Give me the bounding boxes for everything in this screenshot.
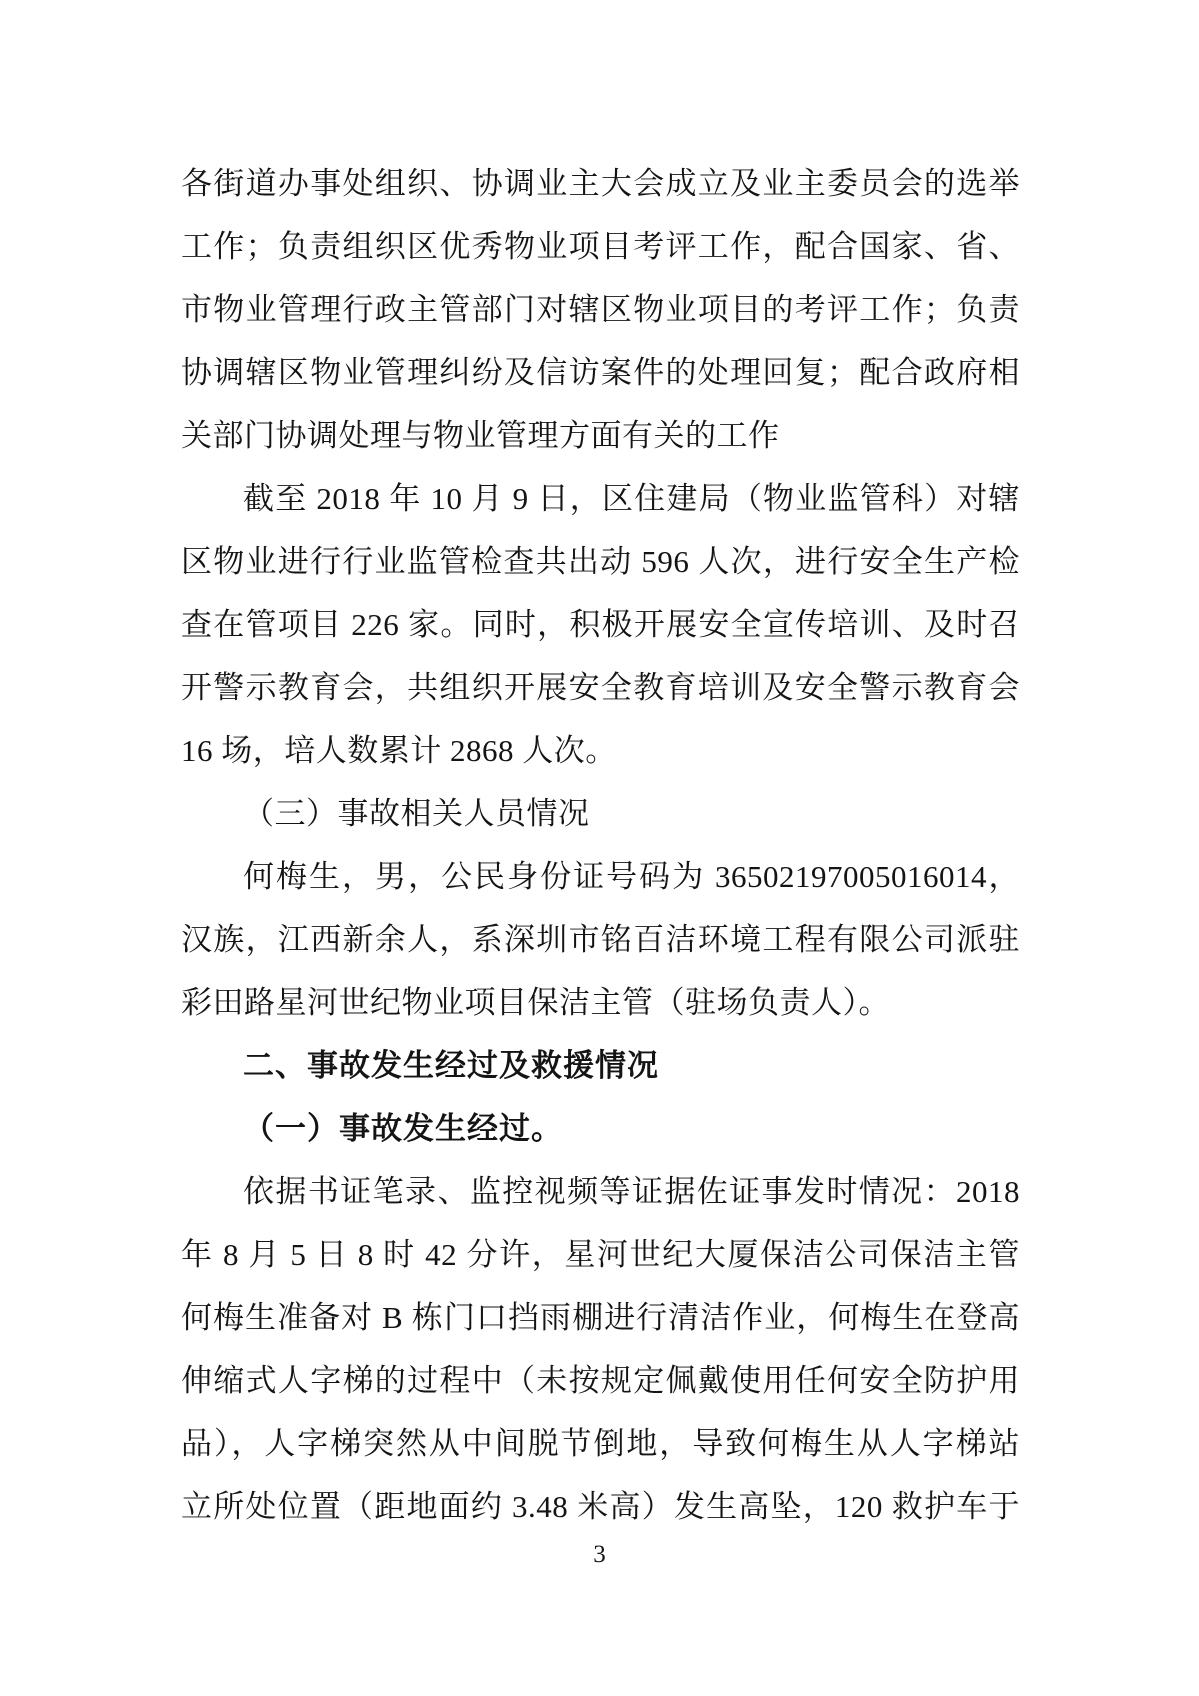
text-line: 二、事故发生经过及救援情况: [243, 1048, 659, 1083]
text-line: 品），人字梯突然从中间脱节倒地，导致何梅生从人字梯站: [181, 1426, 1020, 1461]
text-line: 各街道办事处组织、协调业主大会成立及业主委员会的选举: [181, 166, 1020, 201]
text-line: 何梅生准备对 B 栋门口挡雨棚进行清洁作业，何梅生在登高: [181, 1300, 1020, 1335]
text-line: 汉族，江西新余人，系深圳市铭百洁环境工程有限公司派驻: [181, 922, 1020, 957]
page-number: 3: [593, 1541, 606, 1568]
text-line: 依据书证笔录、监控视频等证据佐证事发时情况：2018: [243, 1174, 1020, 1209]
text-line: 区物业进行行业监管检查共出动 596 人次，进行安全生产检: [181, 544, 1020, 579]
text-line: 查在管项目 226 家。同时，积极开展安全宣传培训、及时召: [181, 607, 1020, 642]
text-line: 16 场，培人数累计 2868 人次。: [181, 733, 617, 768]
text-line: 何梅生，男，公民身份证号码为 36502197005016014，: [243, 859, 1020, 894]
text-block: [181, 152, 1020, 1538]
text-line: 立所处位置（距地面约 3.48 米高）发生高坠，120 救护车于: [181, 1489, 1020, 1524]
text-line: 关部门协调处理与物业管理方面有关的工作: [181, 418, 780, 453]
text-line: 开警示教育会，共组织开展安全教育培训及安全警示教育会: [181, 670, 1020, 705]
text-line: 年 8 月 5 日 8 时 42 分许，星河世纪大厦保洁公司保洁主管: [181, 1237, 1020, 1272]
text-line: 截至 2018 年 10 月 9 日，区住建局（物业监管科）对辖: [243, 481, 1020, 516]
text-line: 协调辖区物业管理纠纷及信访案件的处理回复；配合政府相: [181, 355, 1020, 390]
text-line: 市物业管理行政主管部门对辖区物业项目的考评工作；负责: [181, 292, 1020, 327]
text-line: （三）事故相关人员情况: [243, 796, 590, 831]
text-line: 工作；负责组织区优秀物业项目考评工作，配合国家、省、: [181, 229, 1020, 264]
text-line: （一）事故发生经过。: [243, 1111, 563, 1146]
text-line: 伸缩式人字梯的过程中（未按规定佩戴使用任何安全防护用: [181, 1363, 1020, 1398]
text-line: 彩田路星河世纪物业项目保洁主管（驻场负责人）。: [181, 985, 890, 1020]
